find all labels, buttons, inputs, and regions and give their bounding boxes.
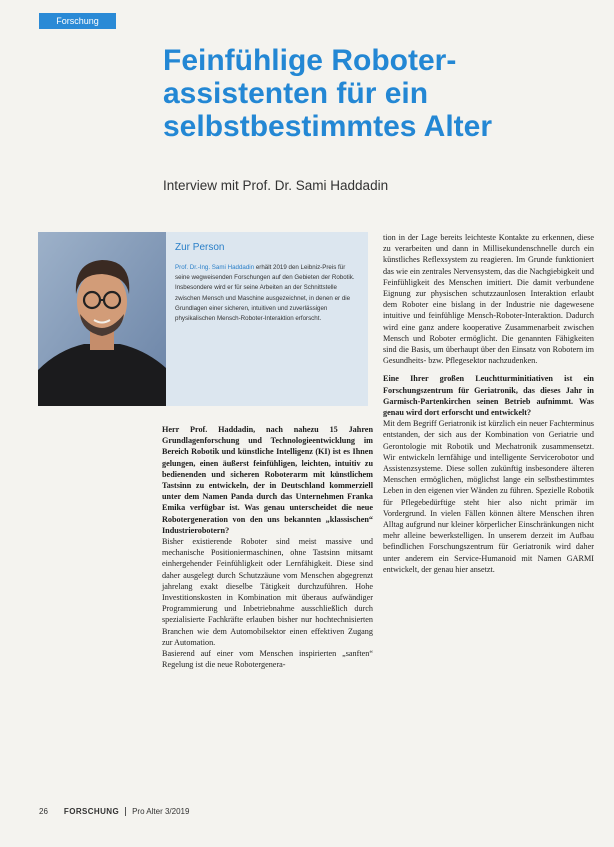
- interview-question-1: Herr Prof. Haddadin, nach nahezu 15 Jahren Grundlagenforschung und Technologieentwicklung im Bereich Robotik und künstliche Intelligenz (KI) ist es Ihnen gelungen, einen äußerst feinfühligen, leichten, intuitiv zu bedienenden und sicheren Roboterarm mit künstlichem Tastsinn zu entwickeln, der in Deutschland kommerziell unter dem Namen Panda durch das Unternehmen Franka Emika verfügbar ist. Was genau unterscheidet die neue Robotergeneration von den uns bekannten „klassischen“ Industrierobotern?: [162, 425, 373, 535]
- interview-question-2: Eine Ihrer großen Leuchtturminitiativen ist ein Forschungszentrum für Geriatronik, das dieses Jahr in Garmisch-Partenkirchen seinen Betrieb aufnimmt. Was genau wird dort erforscht und entwickelt?: [383, 374, 594, 418]
- infobox-text: erhält 2019 den Leibniz-Preis für seine wegweisenden Forschungen auf den Gebieten der Robotik. Insbesondere wird er für seine Arbeiten an der Schnittstelle zwischen Mensch und Maschine ausgezeichnet, in denen er die Grundlagen einer sicheren, intuitiven und zuverlässigen physikalischen Mensch-Roboter-Interaktion erforscht.: [175, 264, 355, 323]
- infobox: [166, 232, 368, 406]
- title-line-3: selbstbestimmtes Alter: [163, 110, 493, 143]
- infobox-body: [175, 263, 360, 324]
- category-tag: Forschung: [39, 13, 116, 29]
- infobox-name: Prof. Dr.-Ing. Sami Haddadin: [175, 264, 255, 271]
- column-left: [162, 424, 373, 670]
- page-number: 26: [39, 807, 48, 816]
- column-right: [383, 232, 594, 575]
- interview-answer-1-end: tion in der Lage bereits leichteste Kontakte zu erkennen, diese zu verarbeiten und dann in Millisekundenschnelle durch ein künstliches Reflexsystem zu reagieren. Im Grunde funktioniert das wie ein zentrales Nervensystem, das die Nachgiebigkeit und Feinfühligkeit des Menschen imitiert. Die damit verbundene Eignung zur physischen schutzzaunlosen Interaktion erlaubt dem Roboter eine bislang in der Industrie nie dagewesene intuitive und feinfühlige Mensch-Roboter-Interaktion. Dadurch wird eine ganz andere kooperative Zusammenarbeit zwischen Mensch und Roboter ermöglicht. Die genannten Fähigkeiten sind die Basis, um überhaupt über den Einsatz von Robotern im Gesundheits- bzw. Pflegesektor nachzudenken.: [383, 233, 594, 366]
- interview-answer-1: Bisher existierende Roboter sind meist massive und mechanische Positioniermaschinen, ohne Tastsinn mitsamt einhergehender Feinfühligkeit oder Lernfähigkeit. Diese sind daher ausgelegt durch Schutzzäune vom Menschen abgegrenzt jahrelang exakt dieselbe Tätigkeit durchzuführen. Hohe Investitionskosten in Kombination mit überaus aufwändiger Programmierung und Inbetriebnahme ausschließlich durch spezialisierte Fachkräfte erlauben bisher nur hochtechnisierten Branchen wie dem Automobilsektor einen effektiven Zugang zur Automation.: [162, 537, 373, 647]
- title-line-1: Feinfühlige Roboter-: [163, 44, 457, 77]
- footer-divider: [125, 807, 126, 816]
- portrait-illustration: [38, 232, 166, 406]
- title-line-2: assistenten für ein: [163, 77, 429, 110]
- footer-issue: Pro Alter 3/2019: [132, 807, 190, 816]
- article-subtitle: Interview mit Prof. Dr. Sami Haddadin: [163, 178, 389, 193]
- article-title: [163, 44, 583, 143]
- interview-answer-1-cont: Basierend auf einer vom Menschen inspirierten „sanften“ Regelung ist die neue Robotergenera-: [162, 649, 373, 670]
- footer-section: FORSCHUNG: [63, 807, 120, 816]
- portrait-photo: [38, 232, 166, 406]
- page-footer: [39, 807, 189, 816]
- interview-answer-2: Mit dem Begriff Geriatronik ist kürzlich ein neuer Fachterminus entstanden, der sich aus der Kombination von Geriatrie und Gerontologie mit Robotik und Mechatronik zusammensetzt. Wir entwickeln lernfähige und intelligente Servicerobotor und Assistenzsysteme. Diese sollen zukünftig insbesondere älteren Menschen ermöglichen, möglichst lange ein selbstbestimmtes Leben in den eigenen vier Wänden zu führen. Spezielle Robotik für Pflegebedürftige steht hier also nicht primär im Vordergrund. In vielen Fällen können ältere Menschen ihren Alltag aufgrund nur kleiner körperlicher Einschränkungen nicht mehr alleine bewerkstelligen. In unserem derzeit im Aufbau befindlichen Forschungszentrum für Geriatronik wird daher unter anderem ein Service-Humanoid mit Namen GARMI entwickelt, der genau hier ansetzt.: [383, 419, 594, 574]
- infobox-heading: Zur Person: [175, 242, 225, 253]
